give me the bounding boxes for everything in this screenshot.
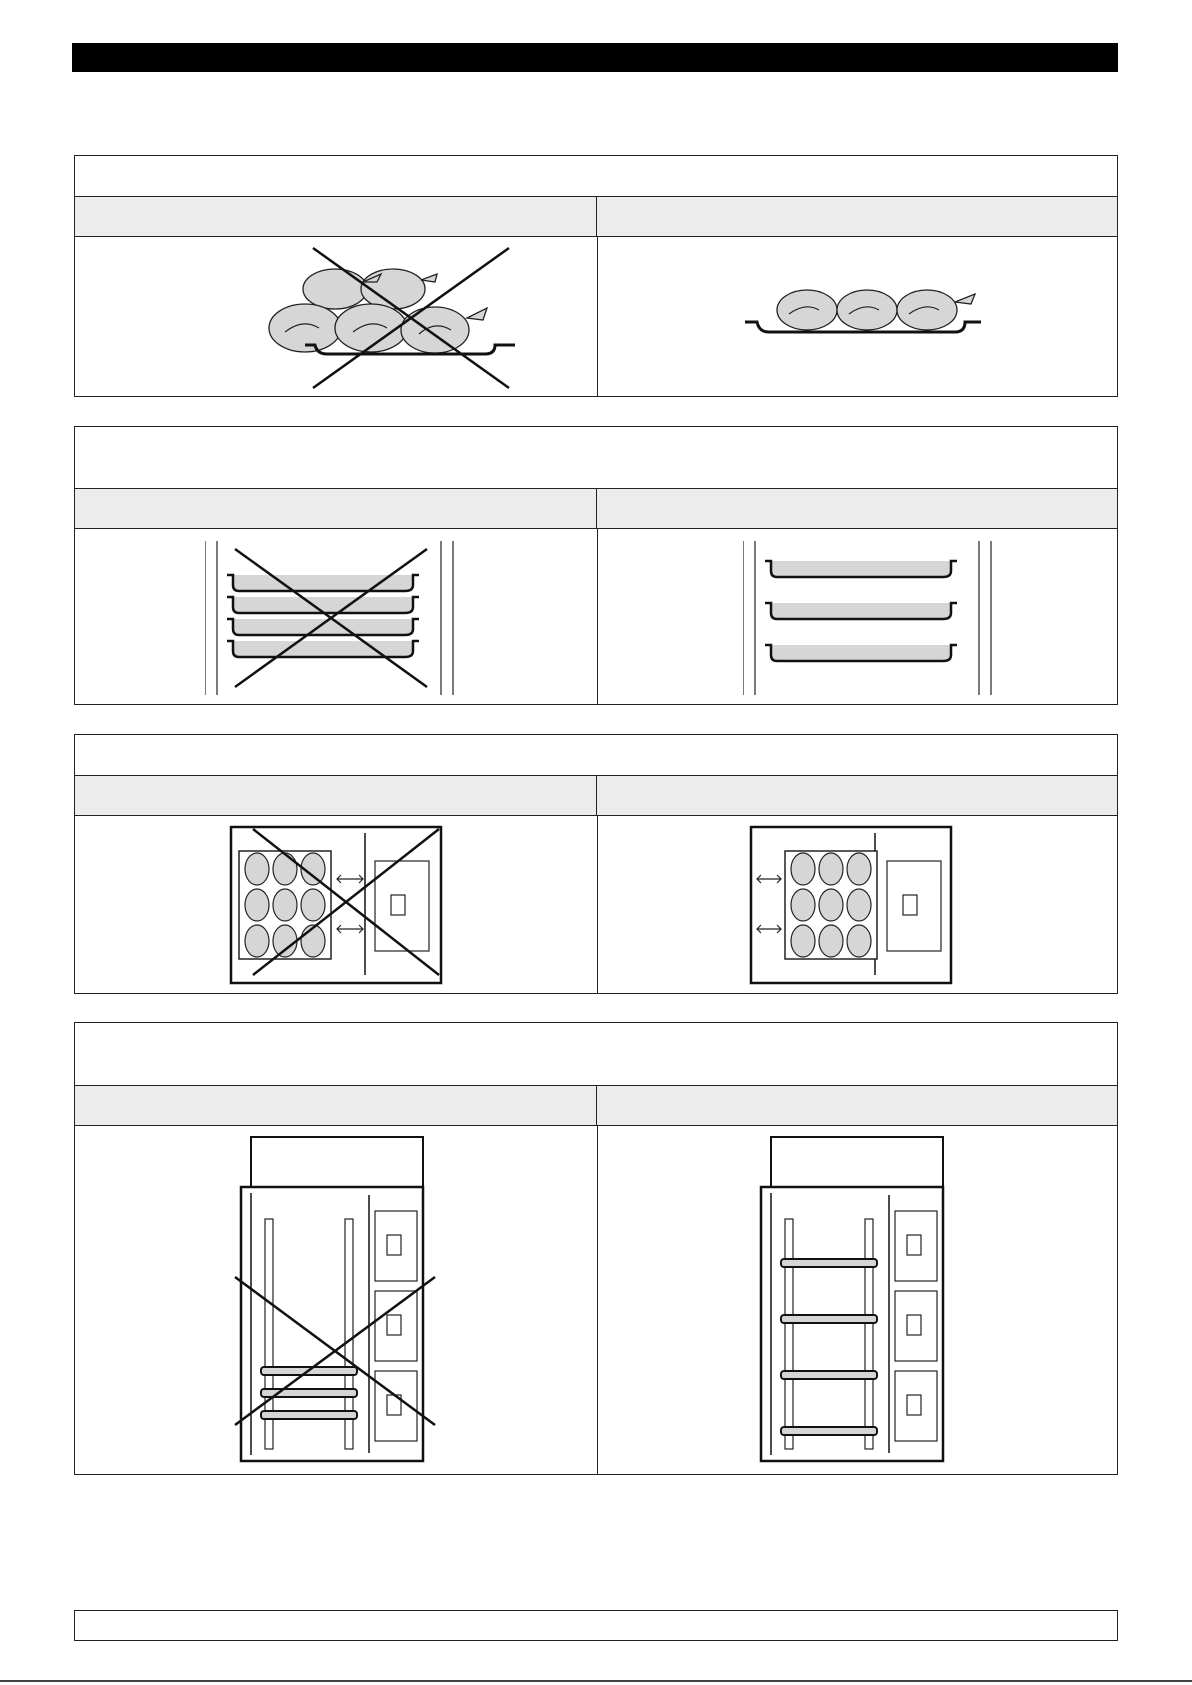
section-2-correct-label [597, 489, 1117, 529]
section-3 [74, 734, 1118, 994]
header-bar [72, 43, 1118, 72]
trays-even-spacing-icon [743, 541, 1003, 695]
roast-chickens-single-layer-icon [745, 276, 1045, 376]
section-4-correct-label [597, 1086, 1117, 1126]
section-1 [74, 155, 1118, 397]
section-4 [74, 1022, 1118, 1475]
bottom-rule [0, 1680, 1192, 1682]
section-1-correct-label [597, 197, 1117, 237]
section-2-title [75, 427, 1117, 489]
tray-far-from-fan-icon [225, 825, 525, 987]
section-3-wrong-label [75, 776, 597, 816]
trays-bottom-only-icon [225, 1135, 525, 1465]
section-1-divider [597, 237, 598, 396]
section-2 [74, 426, 1118, 705]
section-4-title [75, 1023, 1117, 1086]
tray-near-fan-icon [745, 825, 1045, 987]
roast-chickens-stacked-icon [225, 242, 525, 394]
section-4-wrong-label [75, 1086, 597, 1126]
section-2-wrong-label [75, 489, 597, 529]
section-1-wrong-label [75, 197, 597, 237]
section-3-title [75, 735, 1117, 776]
trays-distributed-icon [745, 1135, 1045, 1465]
footer-box [74, 1610, 1118, 1641]
section-2-divider [597, 529, 598, 704]
section-3-correct-label [597, 776, 1117, 816]
section-3-divider [597, 816, 598, 993]
trays-close-spacing-icon [205, 541, 465, 695]
section-1-title [75, 156, 1117, 197]
section-4-divider [597, 1126, 598, 1474]
